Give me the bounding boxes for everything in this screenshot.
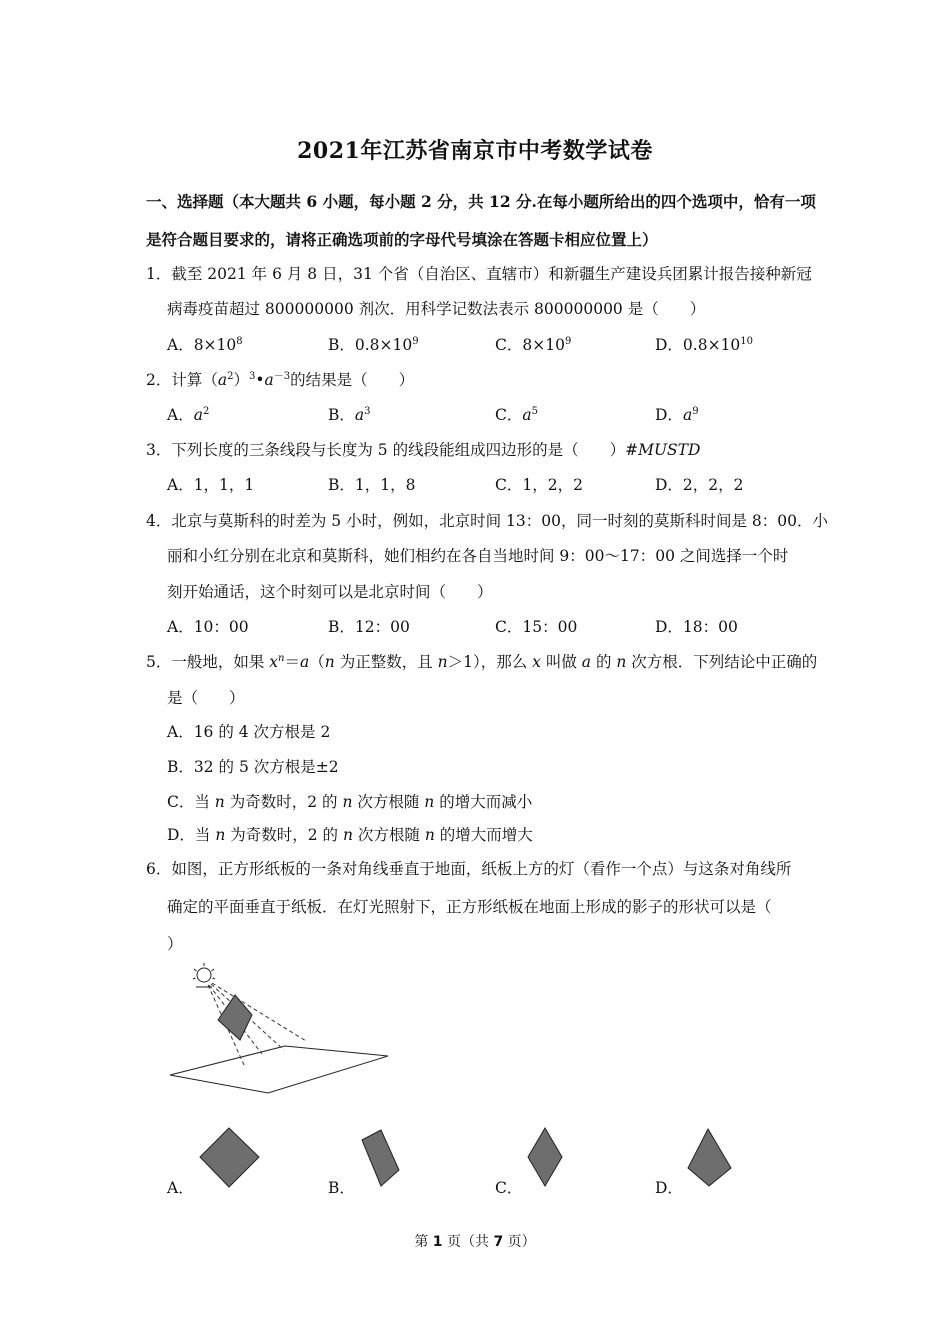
page-footer: 第 1 页（共 7 页） xyxy=(414,1234,536,1250)
q4-option-d: D．18：00 xyxy=(655,618,738,636)
q6-option-b-shape xyxy=(357,1128,403,1190)
q4-option-a: A．10：00 xyxy=(167,618,249,636)
q5-line2: 是（ ） xyxy=(167,689,245,707)
q5-line1: 5．一般地，如果 $x^n=a(n$ 为正整数，且 n＞1），那么 x 叫做 a 的 n 次方根．下列结论中正确的 xyxy=(146,652,818,671)
q1-option-b: B．$0.8\times 10^9$ xyxy=(328,335,419,354)
q4-option-b: B．12：00 xyxy=(328,618,410,636)
q3-option-c: C．1，2，2 xyxy=(495,476,583,494)
q4-line2: 丽和小红分别在北京和莫斯科，她们相约在各自当地时间 9：00～17：00 之间选择一个时 xyxy=(167,547,789,565)
q2-stem: 2．计算$(a^2)^3•a^{-3}$的结果是（ ） xyxy=(146,370,415,389)
q3-stem: 3．下列长度的三条线段与长度为 5 的线段能组成四边形的是（ ）#MUSTD xyxy=(146,441,701,459)
q5-option-a: A．16 的 4 次方根是 2 xyxy=(167,723,331,741)
q6-option-a-shape xyxy=(198,1126,262,1190)
q4-line1: 4．北京与莫斯科的时差为 5 小时，例如，北京时间 13：00，同一时刻的莫斯科时间是 8：00．小 xyxy=(146,512,828,530)
q6-option-c-label: C． xyxy=(495,1179,523,1197)
q6-option-d-label: D． xyxy=(655,1179,683,1197)
q1-line1: 1．截至 2021 年 6 月 8 日，31 个省（自治区、直辖市）和新疆生产建设兵团累计报告接种新冠 xyxy=(146,265,812,283)
q6-option-a-label: A． xyxy=(167,1179,194,1197)
q3-option-b: B．1，1，8 xyxy=(328,476,416,494)
q1-option-a: A．$8\times 10^8$ xyxy=(167,335,243,354)
section-heading-line1: 一、选择题（本大题共 6 小题，每小题 2 分，共 12 分.在每小题所给出的四个选项中，恰有一项 xyxy=(146,192,816,211)
q4-line3: 刻开始通话，这个时刻可以是北京时间（ ） xyxy=(167,583,493,601)
page-number: 1 xyxy=(432,1234,443,1250)
q2-option-d: D．$a^9$ xyxy=(655,405,699,424)
q6-lamp-figure xyxy=(160,960,400,1100)
q6-line1: 6．如图，正方形纸板的一条对角线垂直于地面，纸板上方的灯（看作一个点）与这条对角线所 xyxy=(146,860,792,878)
q1-option-c: C．$8\times 10^9$ xyxy=(495,335,572,354)
q5-option-b: B．32 的 5 次方根是±2 xyxy=(167,758,339,776)
total-pages: 7 xyxy=(493,1234,504,1250)
q3-tag: #MUSTD xyxy=(625,441,701,459)
q6-line3: ） xyxy=(167,935,183,953)
q3-option-a: A．1，1，1 xyxy=(167,476,255,494)
square-board xyxy=(218,995,252,1040)
lamp-icon xyxy=(193,963,215,987)
q5-option-d: D．当 n 为奇数时，2 的 n 次方根随 n 的增大而增大 xyxy=(167,826,533,844)
section-heading-line2: 是符合题目要求的，请将正确选项前的字母代号填涂在答题卡相应位置上） xyxy=(146,230,658,249)
q4-option-c: C．15：00 xyxy=(495,618,578,636)
q6-option-c-shape xyxy=(524,1126,566,1188)
q6-line2: 确定的平面垂直于纸板．在灯光照射下，正方形纸板在地面上形成的影子的形状可以是（ xyxy=(167,898,772,916)
q1-line2: 病毒疫苗超过 800000000 剂次．用科学记数法表示 800000000 是（ ） xyxy=(167,300,706,318)
q6-option-d-shape xyxy=(685,1126,735,1190)
ground-plane xyxy=(170,1046,388,1093)
q2-option-b: B．$a^3$ xyxy=(328,405,371,424)
q2-option-c: C．$a^5$ xyxy=(495,405,538,424)
q3-option-d: D．2，2，2 xyxy=(655,476,744,494)
page-title: 2021年江苏省南京市中考数学试卷 xyxy=(297,138,653,164)
q2-option-a: A．$a^2$ xyxy=(167,405,210,424)
q1-option-d: D．$0.8\times 10^{10}$ xyxy=(655,335,754,354)
q5-option-c: C．当 n 为奇数时，2 的 n 次方根随 n 的增大而减小 xyxy=(167,793,533,811)
q6-option-b-label: B． xyxy=(328,1179,355,1197)
